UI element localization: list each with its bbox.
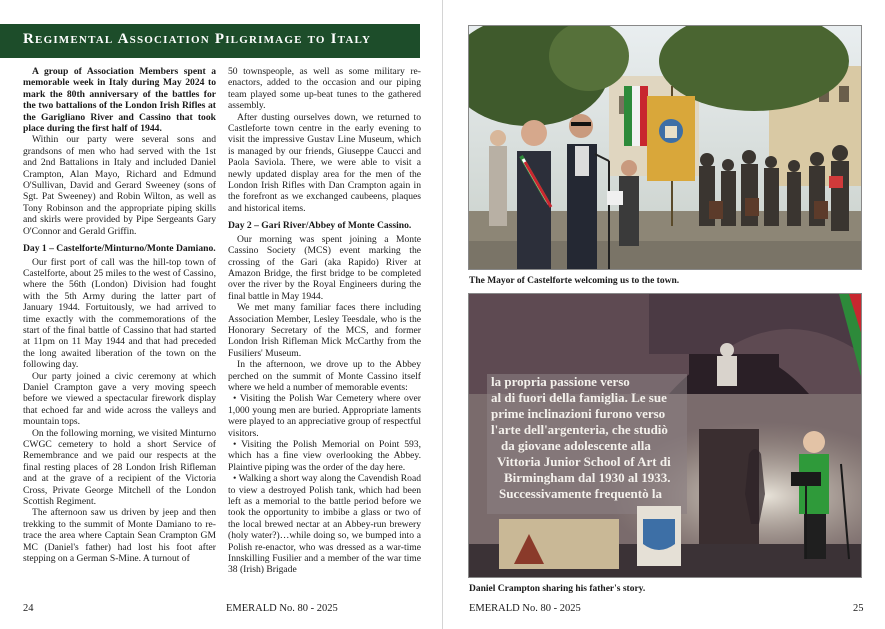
text-column-1 bbox=[23, 66, 216, 596]
paragraph: After dusting ourselves down, we returned to Castleforte town centre in the early evening to visit the impressive Gustav Line Museum, which is managed by our friends, Giuseppe Caucci and Paola Saviola. There, we were able to visit a newly updated display area for the men of the London Irish Rifles with Dan Crampton again in the forefront as we exchanged caubeens, plaques and historical items. bbox=[228, 111, 421, 214]
projection-line-3: l'arte dell'argenteria, che studiò bbox=[491, 422, 668, 437]
paragraph: Within our party were several sons and grandsons of men who had served with the 1st and 2nd Battalions in Italy and included Daniel Crampton, Alan Mayo, Richard and Edmund O'Sullivan, David and Gerard Sweeney (sons of Sgt. Pat Sweeney) and Robin Wilton, as well as Tony Robinson and the appropriate piping skills and skirls were provided by Pipe Sergeants Gary O'Connor and Gerald Griffin. bbox=[23, 134, 216, 237]
right-page bbox=[443, 0, 885, 629]
bullet-item: • Visiting the Polish Memorial on Point 593, which has a fine view overlooking the Abbey. Plaintive piping was the order of the day here. bbox=[228, 439, 421, 473]
photo-mayor-ceremony-image bbox=[469, 26, 862, 270]
paragraph: The afternoon saw us driven by jeep and then trekking to the summit of Monte Damiano to re-trace the area where Captain Sean Crampton GM MC (Daniel's father) had lost his foot after stepping on a German S-Mine. A turnout of bbox=[23, 507, 216, 565]
projection-line-0: la propria passione verso bbox=[491, 374, 630, 389]
bullet-item: • Visiting the Polish War Cemetery where over 1,000 young men are buried. Appropriate laments were played to an appreciative group of respectful visitors. bbox=[228, 393, 421, 439]
paragraph: In the afternoon, we drove up to the Abbey perched on the summit of Monte Cassino itself where we held a number of memorable events: bbox=[228, 359, 421, 393]
bullet-item: • Walking a short way along the Cavendish Road to view a destroyed Polish tank, which had been left as a memorial to the battle period before we took the opportunity to imbibe a glass or two of the local brewed nectar at an Abbey-run brewery (holy water?)…while doing so, we bumped into a Polish re-enactor, who was dressed as a war-time Innskilling Fusilier and a member of the war time 38 (Irish) Brigade bbox=[228, 473, 421, 576]
photo1-caption: The Mayor of Castelforte welcoming us to the town. bbox=[469, 276, 680, 286]
paragraph: Our morning was spent joining a Monte Cassino Society (MCS) event marking the crossing of the Gari (aka Rapido) River at Amazon Bridge, the first bridge to be completed over the river by the Royal Engineers during the final battle in May 1944. bbox=[228, 233, 421, 302]
projection-line-4: da giovane adolescente alla bbox=[501, 438, 651, 453]
paragraph: 50 townspeople, as well as some military re-enactors, added to the occasion and our piping team played some up-beat tunes to the gathered assembly. bbox=[228, 66, 421, 112]
page-number-left: 24 bbox=[23, 603, 34, 614]
photo2-caption: Daniel Crampton sharing his father's story. bbox=[469, 584, 646, 594]
photo-crampton-speech-image bbox=[469, 294, 862, 578]
article-title: Regimental Association Pilgrimage to Italy bbox=[0, 24, 420, 58]
photo-mayor-ceremony bbox=[468, 25, 862, 270]
paragraph: Our first port of call was the hill-top town of Castelforte, about 25 miles to the west of Cassino, where the 56th (London) Division had fought with the 5th Army during the latter part of January 1944. Fortuitously, we had arrived to time exactly with the commemorations of the start of the final battle of Cassino that had started at 11pm on 11 May 1944 and that had preceded the long awaited liberation of the town on the following day. bbox=[23, 256, 216, 371]
projection-line-5: Vittoria Junior School of Art di bbox=[497, 454, 671, 469]
magazine-footer-right: EMERALD No. 80 - 2025 bbox=[469, 603, 581, 614]
projection-line-7: Successivamente frequentò la bbox=[499, 486, 662, 501]
projection-line-1: al di fuori della famiglia. Le sue bbox=[491, 390, 667, 405]
left-page bbox=[0, 0, 442, 629]
projection-line-2: prime inclinazioni furono verso bbox=[491, 406, 666, 421]
paragraph: Our party joined a civic ceremony at which Daniel Crampton gave a very moving speech before we viewed a spectacular firework display that echoed far and wide across the valleys and mountain tops. bbox=[23, 370, 216, 428]
projection-line-6: Birmingham dal 1930 al 1933. bbox=[504, 470, 671, 485]
lead-paragraph: A group of Association Members spent a memorable week in Italy during May 2024 to mark the 80th anniversary of the battles for the two battalions of the London Irish Rifles at the Garigliano River and Cassino that took place during the first half of 1944. bbox=[23, 66, 216, 135]
page-number-right: 25 bbox=[853, 603, 864, 614]
paragraph: We met many familiar faces there including Association Member, Lesley Teesdale, who is the Honorary Secretary of the MCS, and former London Irish Rifleman Mick McCarthy from the Fusiliers' Museum. bbox=[228, 302, 421, 359]
text-column-2 bbox=[228, 66, 421, 596]
day1-heading: Day 1 – Castelforte/Minturno/Monte Damiano. bbox=[23, 243, 216, 255]
magazine-footer-left: EMERALD No. 80 - 2025 bbox=[226, 603, 338, 614]
paragraph: On the following morning, we visited Minturno CWGC cemetery to hold a short Service of Remembrance and we paid our respects at the final resting places of 28 London Irish Rifleman and at the grave of a recipient of the Victoria Cross, Private George Mitchell of the London Scottish Regiment. bbox=[23, 427, 216, 508]
photo-crampton-speech bbox=[468, 293, 862, 578]
day2-heading: Day 2 – Gari River/Abbey of Monte Cassino. bbox=[228, 220, 412, 232]
